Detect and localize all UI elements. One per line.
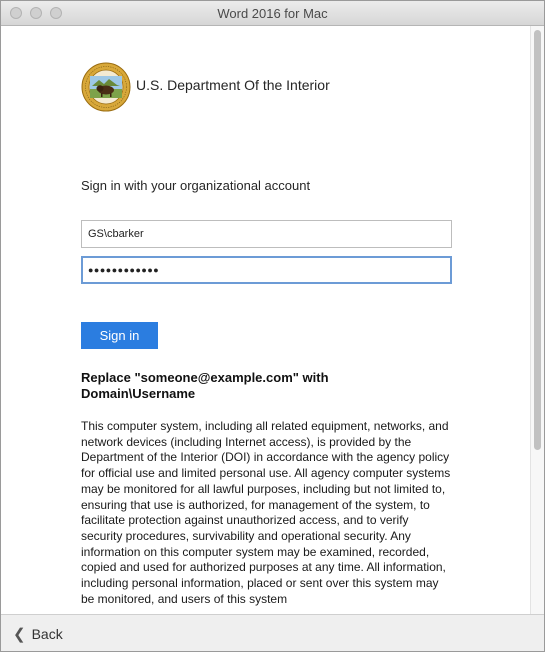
- organization-name: U.S. Department Of the Interior: [136, 77, 330, 93]
- sign-in-button[interactable]: Sign in: [81, 322, 158, 349]
- doi-seal-icon: [81, 62, 131, 112]
- password-field[interactable]: [81, 256, 452, 284]
- navigation-bar: [1, 614, 544, 652]
- back-button[interactable]: [5, 619, 67, 648]
- username-format-heading: Replace "someone@example.com" with Domain\Username: [81, 370, 329, 401]
- vertical-scrollbar[interactable]: [530, 26, 545, 614]
- chevron-left-icon: ❮: [13, 625, 26, 643]
- window-title: Word 2016 for Mac: [217, 6, 328, 21]
- title-bar: [1, 1, 544, 26]
- scrollbar-thumb[interactable]: [534, 30, 541, 450]
- security-notice-text: This computer system, including all related equipment, networks, and network devices (including Internet access), is provided by the Department of the Interior (DOI) in accordance with the agency policy for official use and limited personal use. All agency computer systems may be monitored for all lawful purposes, including but not limited to, ensuring that use is authorized, for management of the system, to facilitate protection against unauthorized access, and to verify security procedures, survivability and operational security. Any information on this computer system may be examined, recorded, copied and used for authorized purposes at any time. All information, including personal information, placed or sent over this system may be monitored, and users of this system: [81, 419, 451, 606]
- sign-in-prompt: Sign in with your organizational account: [81, 178, 311, 193]
- sign-in-page: [1, 26, 530, 614]
- back-button-label: Back: [31, 625, 63, 642]
- username-field[interactable]: [81, 220, 452, 248]
